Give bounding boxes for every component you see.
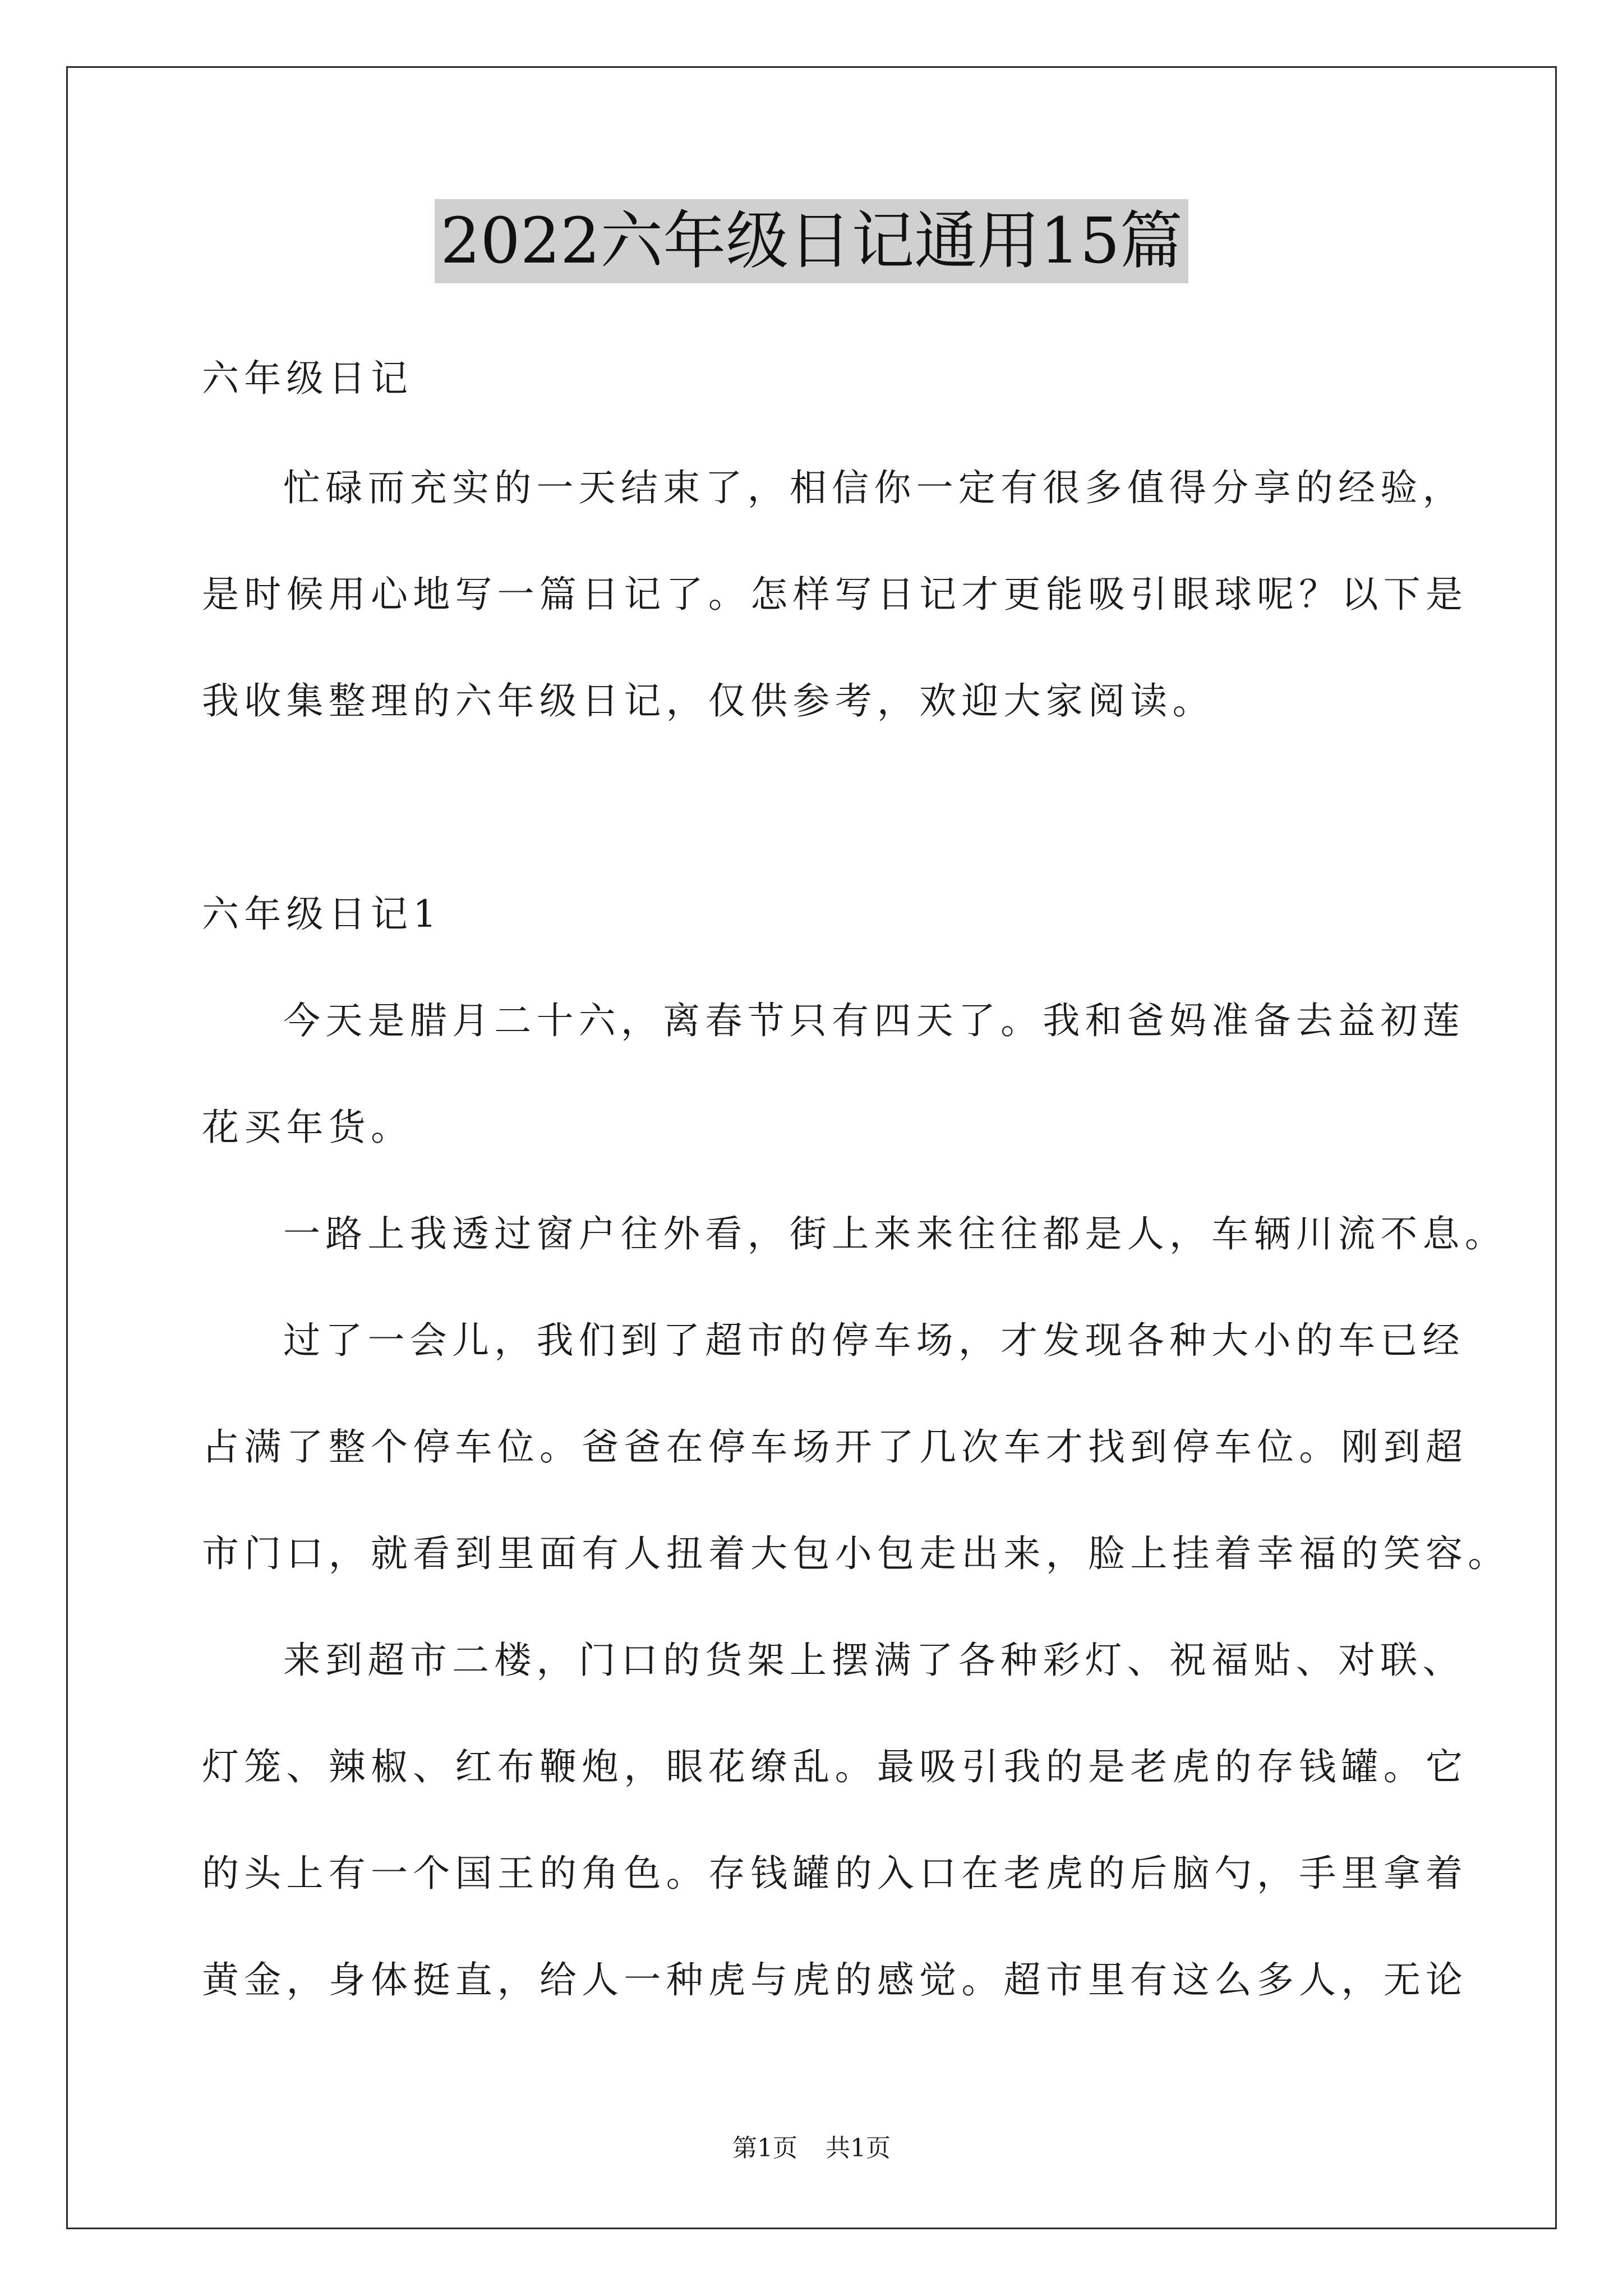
paragraph-line: 来到超市二楼，门口的货架上摆满了各种彩灯、祝福贴、对联、 — [283, 1639, 1465, 1682]
paragraph-line: 市门口，就看到里面有人扭着大包小包走出来，脸上挂着幸福的笑容。 — [202, 1532, 1510, 1575]
paragraph-line: 我收集整理的六年级日记，仅供参考，欢迎大家阅读。 — [202, 679, 1215, 723]
title-container — [0, 199, 1623, 283]
page-number: 第1页 — [732, 2134, 797, 2162]
page-footer — [0, 2132, 1623, 2165]
paragraph-line: 忙碌而充实的一天结束了，相信你一定有很多值得分享的经验， — [283, 466, 1465, 509]
paragraph-line: 今天是腊月二十六，离春节只有四天了。我和爸妈准备去益初莲 — [283, 999, 1465, 1042]
paragraph-line: 占满了整个停车位。爸爸在停车场开了几次车才找到停车位。刚到超 — [202, 1425, 1468, 1469]
paragraph-line: 是时候用心地写一篇日记了。怎样写日记才更能吸引眼球呢？以下是 — [202, 573, 1468, 616]
paragraph-line: 的头上有一个国王的角色。存钱罐的入口在老虎的后脑勺，手里拿着 — [202, 1852, 1468, 1895]
section-heading: 六年级日记1 — [202, 892, 442, 936]
section-heading: 六年级日记 — [202, 357, 413, 400]
paragraph-line: 过了一会儿，我们到了超市的停车场，才发现各种大小的车已经 — [283, 1319, 1465, 1362]
document-title: 2022六年级日记通用15篇 — [435, 199, 1188, 283]
paragraph-line: 黄金，身体挺直，给人一种虎与虎的感觉。超市里有这么多人，无论 — [202, 1958, 1468, 2001]
paragraph-line: 花买年货。 — [202, 1106, 413, 1149]
paragraph-line: 一路上我透过窗户往外看，街上来来往往都是人，车辆川流不息。 — [283, 1212, 1507, 1255]
page-total: 共1页 — [826, 2134, 891, 2162]
paragraph-line: 灯笼、辣椒、红布鞭炮，眼花缭乱。最吸引我的是老虎的存钱罐。它 — [202, 1745, 1468, 1788]
